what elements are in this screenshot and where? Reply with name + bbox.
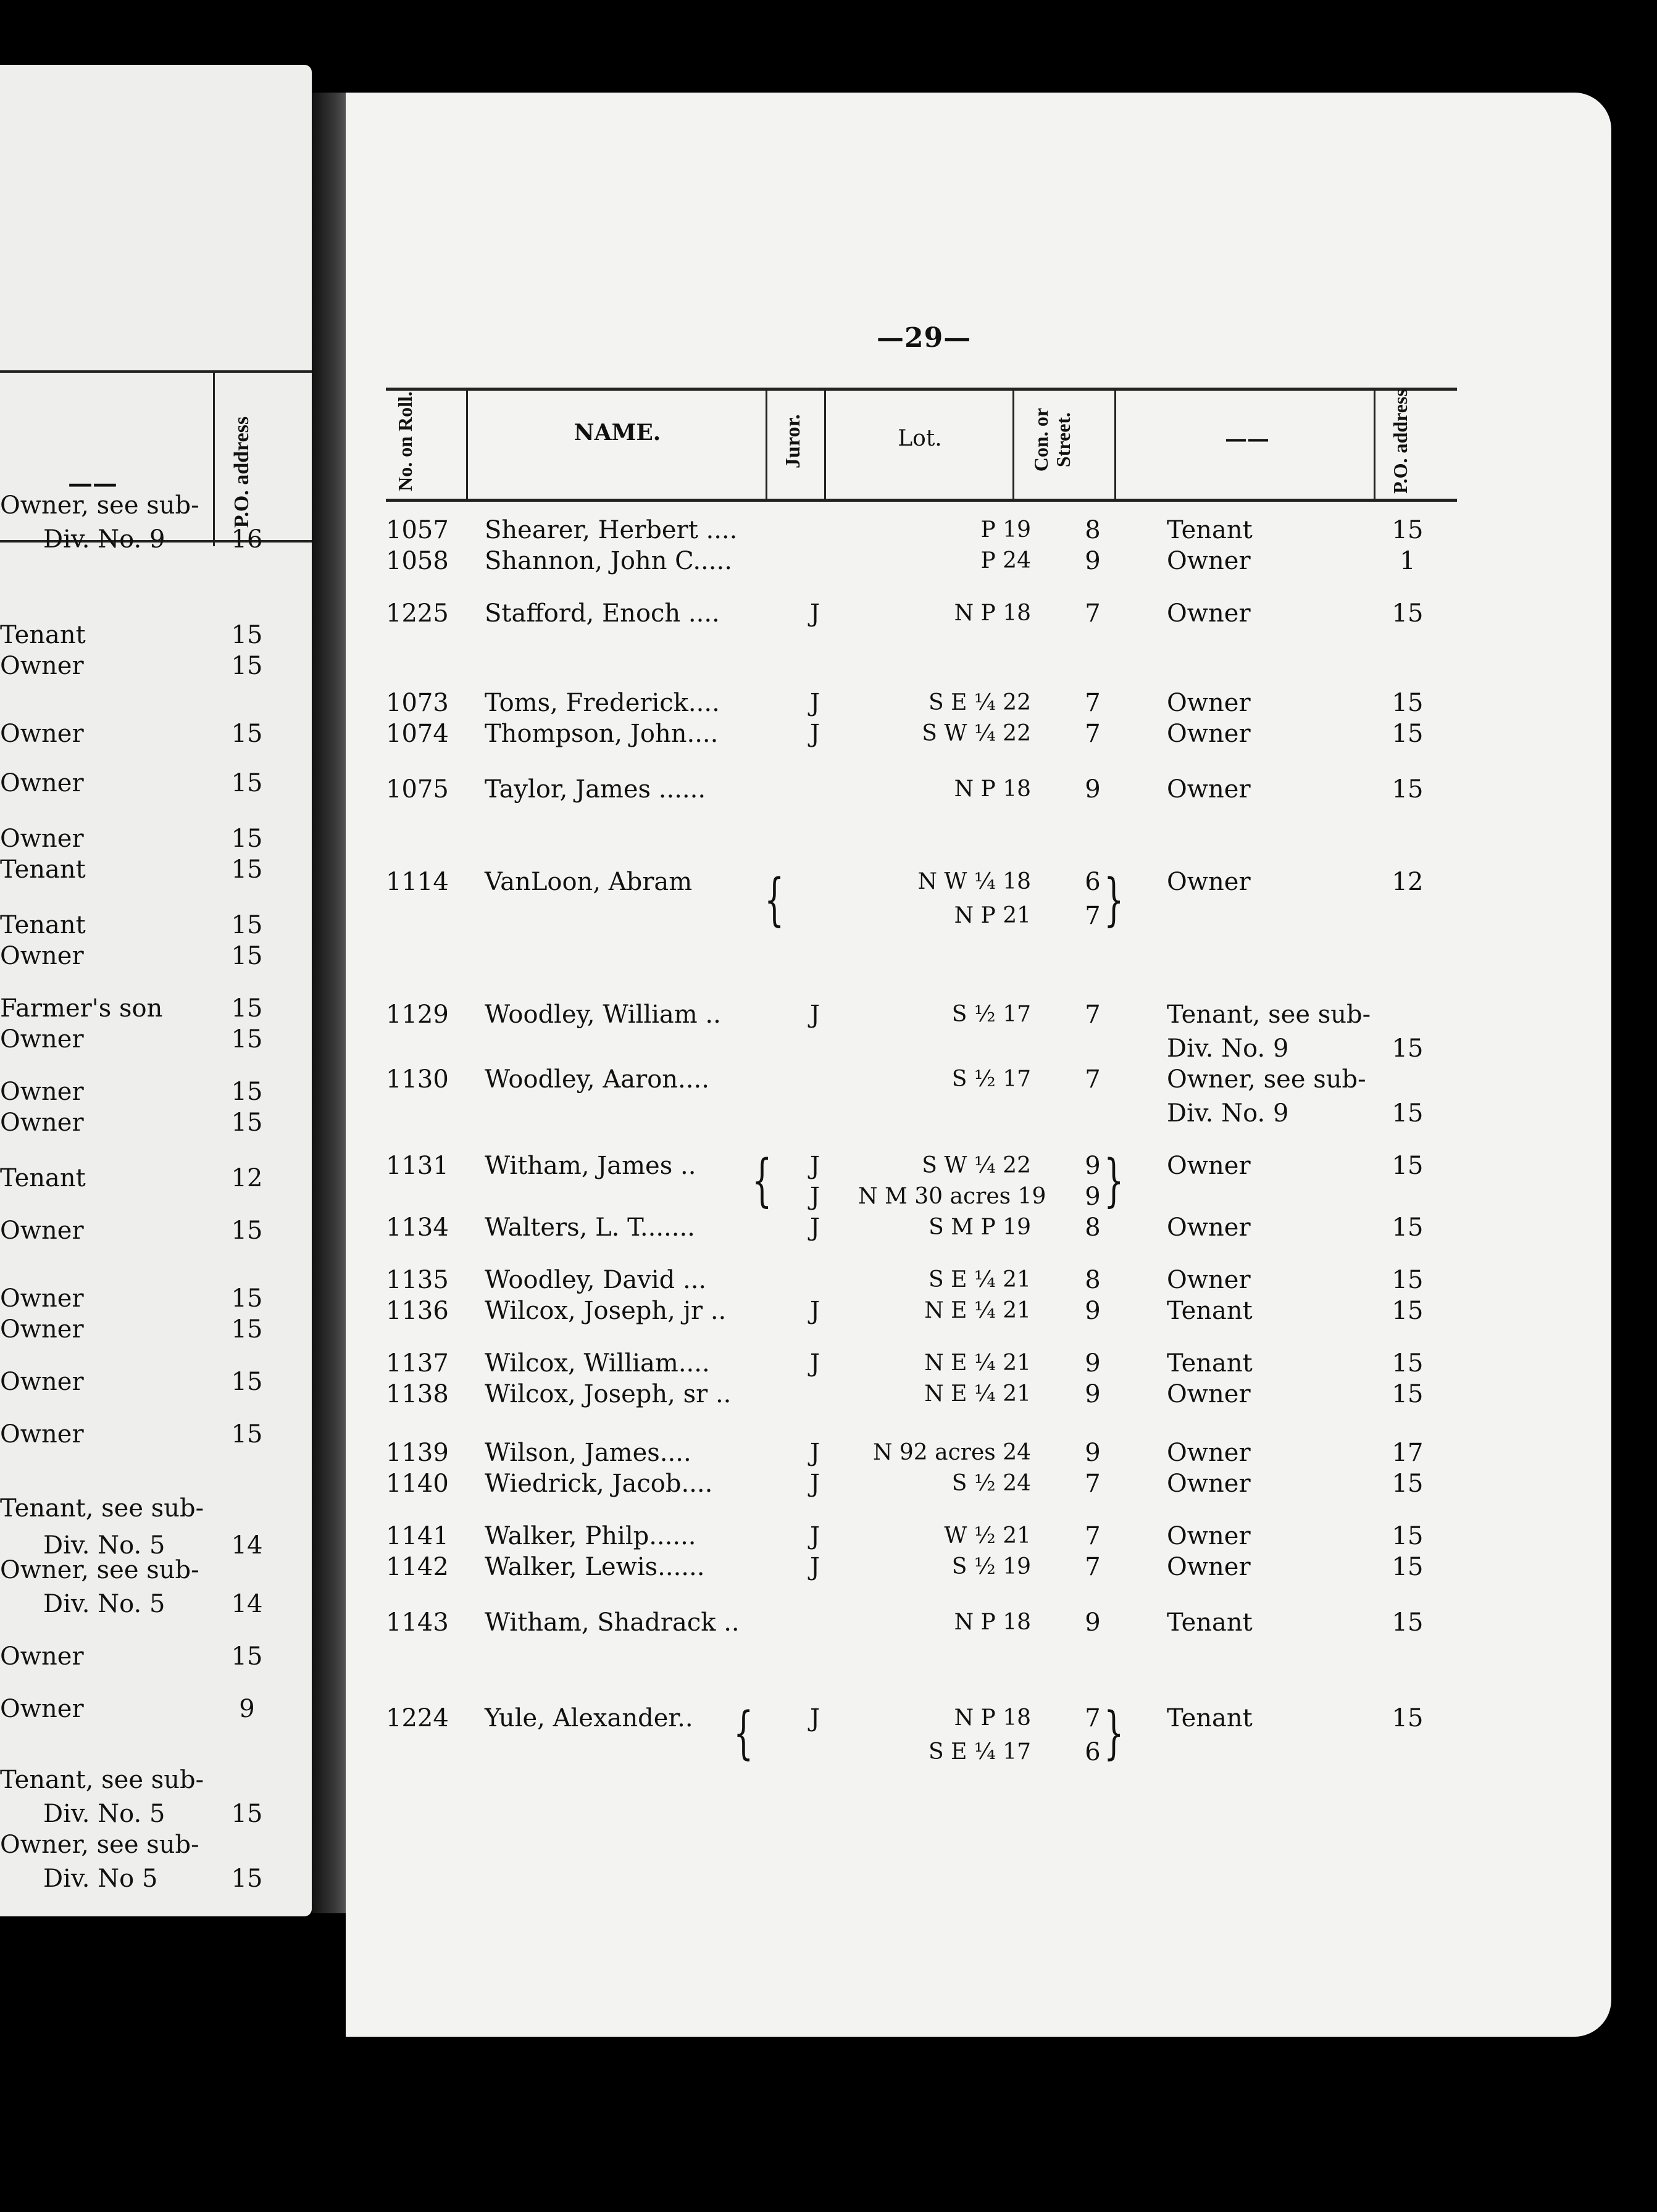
concession: 9 [1085, 775, 1101, 804]
grouping-brace: { [764, 867, 785, 933]
left-occupation: Owner [0, 1695, 84, 1723]
left-po-address: 15 [231, 621, 263, 649]
voter-name: Witham, James .. [485, 1152, 696, 1180]
occupation: Div. No. 9 [1167, 1099, 1289, 1128]
left-po-address: 15 [231, 1420, 263, 1449]
occupation: Owner [1167, 775, 1251, 804]
roll-number: 1141 [386, 1522, 449, 1550]
left-occupation: Owner [0, 1642, 84, 1671]
left-po-address: 15 [231, 825, 263, 853]
left-occupation: Owner, see sub- [0, 1556, 199, 1584]
po-address: 15 [1392, 1704, 1424, 1732]
col-divider-3 [824, 388, 826, 499]
lot: W ½ 21 [944, 1523, 1031, 1549]
roll-number: 1224 [386, 1704, 449, 1732]
left-occupation: Owner, see sub- [0, 491, 199, 520]
left-po-address: 15 [231, 911, 263, 939]
po-address: 15 [1392, 599, 1424, 628]
voter-name: Yule, Alexander.. [485, 1704, 693, 1732]
left-po-address: 15 [231, 769, 263, 797]
con-street-header: Con. or Street. [1030, 407, 1074, 472]
left-po-address: 15 [231, 1025, 263, 1054]
juror-mark: J [809, 1704, 820, 1732]
concession: 9 [1085, 1439, 1101, 1467]
left-occupation: Owner [0, 1108, 84, 1137]
voter-name: Shannon, John C..... [485, 547, 732, 575]
roll-number: 1136 [386, 1297, 449, 1325]
left-occupation: Tenant [0, 911, 86, 939]
left-po-address: 9 [239, 1695, 255, 1723]
voter-name: Wilcox, Joseph, sr .. [485, 1380, 732, 1408]
voter-name: Witham, Shadrack .. [485, 1608, 740, 1637]
po-address: 15 [1392, 1152, 1424, 1180]
lot: N M 30 acres 19 [858, 1184, 1046, 1209]
roll-number: 1134 [386, 1213, 449, 1242]
po-address: 12 [1392, 868, 1424, 896]
roll-number: 1137 [386, 1349, 449, 1378]
lot: S ½ 24 [951, 1471, 1031, 1496]
voter-name: Stafford, Enoch .... [485, 599, 720, 628]
concession: 7 [1085, 1704, 1101, 1732]
roll-number: 1075 [386, 775, 449, 804]
juror-mark: J [809, 1000, 820, 1029]
left-occupation: Owner [0, 1078, 84, 1106]
left-occupation: Tenant, see sub- [0, 1766, 204, 1794]
left-occupation: Div. No. 5 [43, 1531, 165, 1560]
col-divider-1 [466, 388, 468, 499]
occupation: Owner [1167, 1522, 1251, 1550]
lot: S E ¼ 21 [929, 1267, 1031, 1292]
occupation: Owner [1167, 1213, 1251, 1242]
voter-name: Wiedrick, Jacob.... [485, 1470, 713, 1498]
voter-name: Walker, Philp...... [485, 1522, 696, 1550]
concession: 8 [1085, 516, 1101, 544]
roll-number: 1143 [386, 1608, 449, 1637]
header-bottom-rule [386, 499, 1457, 502]
roll-number: 1142 [386, 1553, 449, 1581]
lot: S M P 19 [929, 1215, 1031, 1240]
concession: 7 [1085, 1065, 1101, 1094]
juror-header: Juror. [782, 414, 804, 468]
left-occupation: Owner [0, 1025, 84, 1054]
lot: N P 18 [954, 1705, 1031, 1731]
left-occupation: Farmer's son [0, 994, 163, 1023]
voter-name: Taylor, James ...... [485, 775, 706, 804]
concession: 9 [1085, 1380, 1101, 1408]
po-address: 15 [1392, 775, 1424, 804]
juror-mark: J [809, 1470, 820, 1498]
po-address: 15 [1392, 1553, 1424, 1581]
po-address: 15 [1392, 516, 1424, 544]
left-po-address: 15 [231, 1315, 263, 1344]
left-po-address: 16 [231, 525, 263, 554]
occupation: Owner [1167, 1380, 1251, 1408]
voter-name: Wilcox, William.... [485, 1349, 710, 1378]
occupation: Owner [1167, 1439, 1251, 1467]
col-divider-2 [766, 388, 767, 499]
voter-name: Woodley, William .. [485, 1000, 721, 1029]
po-address: 15 [1392, 1266, 1424, 1294]
voter-name: Woodley, David ... [485, 1266, 707, 1294]
juror-mark: J [809, 599, 820, 628]
left-occupation: Owner [0, 652, 84, 680]
voter-name: Thompson, John.... [485, 720, 719, 748]
concession: 7 [1085, 1470, 1101, 1498]
lot: N P 18 [954, 1610, 1031, 1635]
roll-number: 1058 [386, 547, 449, 575]
voter-name: Walters, L. T....... [485, 1213, 695, 1242]
left-po-address: 15 [231, 652, 263, 680]
left-occupation: Div. No. 9 [43, 525, 165, 554]
concession: 9 [1085, 1152, 1101, 1180]
occupation: Owner, see sub- [1167, 1065, 1366, 1094]
lot: P 24 [980, 548, 1031, 573]
grouping-brace: { [752, 1147, 772, 1213]
occupation: Tenant, see sub- [1167, 1000, 1371, 1029]
juror-mark: J [809, 1553, 820, 1581]
left-po-address: 15 [231, 720, 263, 748]
juror-mark: J [809, 720, 820, 748]
left-page [0, 65, 312, 1916]
occupation: Owner [1167, 1266, 1251, 1294]
po-address: 15 [1392, 1380, 1424, 1408]
left-occupation: Owner [0, 1420, 84, 1449]
col-divider-5 [1114, 388, 1116, 499]
roll-number: 1131 [386, 1152, 449, 1180]
po-address: 15 [1392, 1349, 1424, 1378]
concession: 9 [1085, 1608, 1101, 1637]
col-divider-6 [1374, 388, 1375, 499]
no-on-roll-header: No. on Roll. [394, 391, 416, 491]
juror-mark: J [809, 1183, 820, 1211]
col-divider-4 [1012, 388, 1014, 499]
left-po-address: 15 [231, 1108, 263, 1137]
lot: N P 21 [954, 903, 1031, 928]
left-occupation: Tenant, see sub- [0, 1494, 204, 1523]
roll-number: 1057 [386, 516, 449, 544]
grouping-brace: } [1104, 1700, 1124, 1766]
lot: N E ¼ 21 [924, 1350, 1031, 1376]
concession: 8 [1085, 1213, 1101, 1242]
juror-mark: J [809, 1213, 820, 1242]
left-po-header: P.O. address [230, 416, 253, 528]
roll-number: 1139 [386, 1439, 449, 1467]
grouping-brace: } [1104, 867, 1124, 933]
lot: N E ¼ 21 [924, 1381, 1031, 1407]
lot: S E ¼ 17 [929, 1739, 1031, 1765]
lot: N P 18 [954, 776, 1031, 802]
voter-name: Shearer, Herbert .... [485, 516, 738, 544]
concession: 7 [1085, 599, 1101, 628]
concession: 7 [1085, 1553, 1101, 1581]
left-occupation: Owner [0, 1284, 84, 1313]
concession: 9 [1085, 1349, 1101, 1378]
occupation: Owner [1167, 868, 1251, 896]
left-occupation: Tenant [0, 621, 86, 649]
po-address: 15 [1392, 689, 1424, 717]
left-po-address: 15 [231, 1865, 263, 1893]
left-header-top-rule [0, 370, 312, 373]
occupation: Div. No. 9 [1167, 1034, 1289, 1063]
occupation-header: —— [1225, 426, 1269, 452]
left-po-address: 15 [231, 1078, 263, 1106]
left-occupation: Div. No 5 [43, 1865, 158, 1893]
occupation: Tenant [1167, 1349, 1253, 1378]
left-occupation: Owner [0, 1216, 84, 1245]
left-po-address: 15 [231, 942, 263, 970]
concession: 6 [1085, 868, 1101, 896]
left-po-address: 15 [231, 1800, 263, 1828]
occupation: Owner [1167, 1553, 1251, 1581]
concession: 7 [1085, 902, 1101, 930]
left-occupation: Owner [0, 769, 84, 797]
po-address-header: P.O. address [1389, 389, 1411, 494]
left-occupation: Div. No. 5 [43, 1590, 165, 1618]
juror-mark: J [809, 1349, 820, 1378]
lot: S W ¼ 22 [922, 1153, 1031, 1178]
left-occupation: Tenant [0, 855, 86, 884]
lot: N 92 acres 24 [872, 1440, 1031, 1465]
occupation: Tenant [1167, 1704, 1253, 1732]
voter-name: Wilson, James.... [485, 1439, 691, 1467]
concession: 9 [1085, 547, 1101, 575]
juror-mark: J [809, 1439, 820, 1467]
po-address: 15 [1392, 1034, 1424, 1063]
left-header-dash: —— [68, 469, 117, 498]
voter-name: VanLoon, Abram [485, 868, 693, 896]
po-address: 15 [1392, 1608, 1424, 1637]
po-address: 15 [1392, 1522, 1424, 1550]
left-po-address: 15 [231, 1216, 263, 1245]
po-address: 17 [1392, 1439, 1424, 1467]
juror-mark: J [809, 1152, 820, 1180]
concession: 7 [1085, 1000, 1101, 1029]
left-po-address: 15 [231, 1284, 263, 1313]
left-occupation: Owner, see sub- [0, 1831, 199, 1859]
lot: S E ¼ 22 [929, 690, 1031, 715]
lot: P 19 [980, 517, 1031, 543]
concession: 9 [1085, 1183, 1101, 1211]
left-po-address: 15 [231, 1642, 263, 1671]
concession: 8 [1085, 1266, 1101, 1294]
po-address: 1 [1400, 547, 1416, 575]
header-top-rule [386, 388, 1457, 391]
left-occupation: Owner [0, 1315, 84, 1344]
lot: S ½ 17 [951, 1002, 1031, 1027]
occupation: Owner [1167, 720, 1251, 748]
name-header: NAME. [574, 420, 661, 446]
roll-number: 1074 [386, 720, 449, 748]
juror-mark: J [809, 1522, 820, 1550]
po-address: 15 [1392, 1297, 1424, 1325]
lot: N E ¼ 21 [924, 1298, 1031, 1323]
left-po-address: 15 [231, 855, 263, 884]
grouping-brace: } [1104, 1147, 1124, 1213]
roll-number: 1225 [386, 599, 449, 628]
roll-number: 1073 [386, 689, 449, 717]
lot-header: Lot. [898, 426, 942, 451]
concession: 6 [1085, 1738, 1101, 1766]
concession: 7 [1085, 689, 1101, 717]
po-address: 15 [1392, 1099, 1424, 1128]
concession: 7 [1085, 720, 1101, 748]
occupation: Tenant [1167, 1297, 1253, 1325]
left-occupation: Div. No. 5 [43, 1800, 165, 1828]
left-column-divider [213, 370, 215, 546]
lot: N W ¼ 18 [917, 869, 1031, 894]
page-number: —29— [877, 322, 972, 354]
voter-name: Toms, Frederick.... [485, 689, 720, 717]
left-po-address: 14 [231, 1531, 263, 1560]
left-po-address: 14 [231, 1590, 263, 1618]
occupation: Owner [1167, 1152, 1251, 1180]
occupation: Owner [1167, 599, 1251, 628]
left-occupation: Owner [0, 942, 84, 970]
juror-mark: J [809, 689, 820, 717]
roll-number: 1138 [386, 1380, 449, 1408]
roll-number: 1140 [386, 1470, 449, 1498]
occupation: Tenant [1167, 1608, 1253, 1637]
juror-mark: J [809, 1297, 820, 1325]
roll-number: 1130 [386, 1065, 449, 1094]
left-occupation: Owner [0, 1368, 84, 1396]
left-po-address: 12 [231, 1164, 263, 1192]
concession: 7 [1085, 1522, 1101, 1550]
voter-name: Walker, Lewis...... [485, 1553, 705, 1581]
occupation: Tenant [1167, 516, 1253, 544]
po-address: 15 [1392, 1213, 1424, 1242]
roll-number: 1135 [386, 1266, 449, 1294]
grouping-brace: { [733, 1700, 754, 1766]
lot: N P 18 [954, 601, 1031, 626]
lot: S ½ 19 [951, 1554, 1031, 1579]
left-po-address: 15 [231, 1368, 263, 1396]
po-address: 15 [1392, 720, 1424, 748]
left-po-address: 15 [231, 994, 263, 1023]
roll-number: 1129 [386, 1000, 449, 1029]
voter-name: Wilcox, Joseph, jr .. [485, 1297, 727, 1325]
voter-name: Woodley, Aaron.... [485, 1065, 709, 1094]
occupation: Owner [1167, 1470, 1251, 1498]
po-address: 15 [1392, 1470, 1424, 1498]
left-occupation: Tenant [0, 1164, 86, 1192]
left-occupation: Owner [0, 720, 84, 748]
roll-number: 1114 [386, 868, 449, 896]
occupation: Owner [1167, 547, 1251, 575]
lot: S W ¼ 22 [922, 721, 1031, 746]
lot: S ½ 17 [951, 1066, 1031, 1092]
occupation: Owner [1167, 689, 1251, 717]
concession: 9 [1085, 1297, 1101, 1325]
left-occupation: Owner [0, 825, 84, 853]
